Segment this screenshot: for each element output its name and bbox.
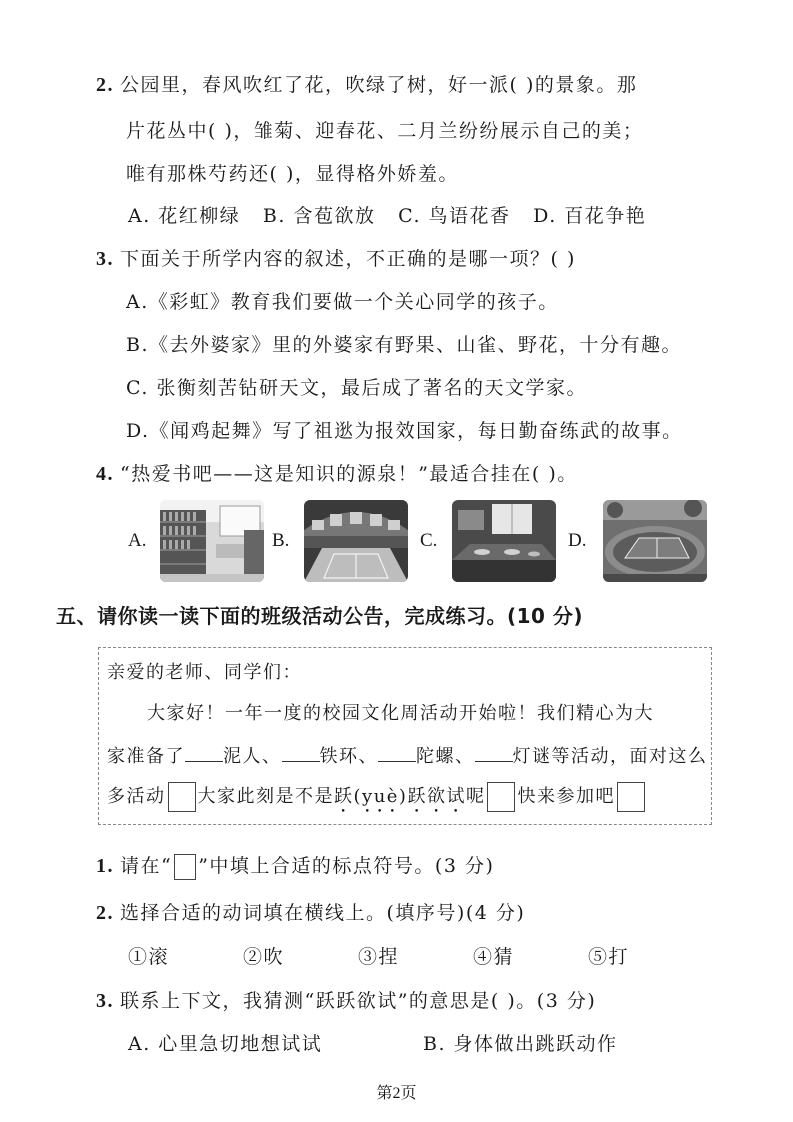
s5-q2-choice-4: ④猜: [473, 946, 515, 968]
notice-line2-part1: 家准备了: [107, 746, 185, 767]
q4-option-b-letter: B.: [272, 530, 290, 551]
q2-text-line3: 唯有那株芍药还( )，显得格外娇羞。: [126, 163, 459, 185]
notice-line3-part1: 多活动: [107, 786, 166, 807]
s5-q3-number: 3.: [96, 990, 114, 1012]
s5-q3-option-a: A. 心里急切地想试试: [128, 1033, 323, 1055]
s5-q1-line: [96, 851, 494, 880]
notice-line3-part4: 呢: [465, 786, 486, 807]
notice-line3: [107, 782, 647, 817]
notice-line2-part2: 泥人、: [223, 746, 282, 767]
notice-line3-emphasis: 跃(yuè)跃欲试: [334, 786, 466, 807]
sports-field-photo[interactable]: [603, 500, 707, 582]
s5-q2-choice-2: ②吹: [243, 946, 285, 968]
s5-q2-text: 选择合适的动词填在横线上。(填序号)(4 分): [120, 902, 526, 924]
notice-line3-part5: 快来参加吧: [517, 786, 615, 807]
notice-line2-part5: 灯谜等活动，面对这么: [512, 746, 708, 767]
q3-stem-line: [96, 244, 576, 271]
s5-q3-text: 联系上下文，我猜测“跃跃欲试”的意思是( )。(3 分): [120, 990, 597, 1012]
library-bookshelves-icon: [160, 500, 264, 582]
blank-3[interactable]: [378, 743, 416, 762]
notice-box: [98, 647, 712, 825]
s5-q1-number: 1.: [96, 855, 114, 877]
canteen-icon: [452, 500, 556, 582]
page-number: 第2页: [376, 1085, 417, 1102]
sports-field-icon: [603, 500, 707, 582]
blank-2[interactable]: [282, 743, 320, 762]
punctuation-box-example: [174, 854, 196, 880]
gymnasium-photo[interactable]: [304, 500, 408, 582]
s5-q3-line: [96, 986, 596, 1013]
punctuation-box-3[interactable]: [617, 782, 645, 812]
s5-q1-text-b: ”中填上合适的标点符号。(3 分): [198, 855, 495, 877]
notice-greeting: 亲爱的老师、同学们：: [107, 662, 302, 683]
s5-q2-number: 2.: [96, 902, 114, 924]
punctuation-box-1[interactable]: [168, 782, 196, 812]
q4-option-d-letter: D.: [568, 530, 587, 551]
s5-q2-choice-1: ①滚: [128, 946, 170, 968]
q4-number: 4.: [96, 463, 114, 485]
section5-title: 五、请你读一读下面的班级活动公告，完成练习。(10 分): [56, 604, 584, 628]
s5-q2-choice-5: ⑤打: [588, 946, 630, 968]
blank-4[interactable]: [475, 743, 513, 762]
s5-q2-choice-3: ③捏: [358, 946, 400, 968]
canteen-photo[interactable]: [452, 500, 556, 582]
q3-option-c: C. 张衡刻苦钻研天文，最后成了著名的天文学家。: [126, 377, 587, 399]
blank-1[interactable]: [185, 743, 223, 762]
q3-number: 3.: [96, 248, 114, 270]
gymnasium-icon: [304, 500, 408, 582]
q4-option-a-letter: A.: [128, 530, 147, 551]
s5-q2-line: [96, 898, 525, 925]
notice-line2: [107, 742, 708, 768]
q3-option-d: D.《闻鸡起舞》写了祖逖为报效国家，每日勤奋练武的故事。: [126, 420, 683, 442]
q3-option-a: A.《彩虹》教育我们要做一个关心同学的孩子。: [126, 291, 559, 313]
notice-line2-part4: 陀螺、: [416, 746, 475, 767]
punctuation-box-2[interactable]: [487, 782, 515, 812]
notice-line3-part2: 大家此刻是不是: [197, 786, 334, 807]
q3-option-b: B.《去外婆家》里的外婆家有野果、山雀、野花，十分有趣。: [126, 334, 683, 356]
notice-line2-part3: 铁环、: [319, 746, 378, 767]
q2-options: A. 花红柳绿 B. 含苞欲放 C. 鸟语花香 D. 百花争艳: [128, 205, 647, 227]
notice-line1: 大家好！一年一度的校园文化周活动开始啦！我们精心为大: [147, 703, 654, 724]
q4-option-c-letter: C.: [420, 530, 438, 551]
library-bookshelves-photo[interactable]: [160, 500, 264, 582]
q3-stem: 下面关于所学内容的叙述，不正确的是哪一项？( ): [120, 248, 576, 270]
q2-text-line2: 片花丛中( )，雏菊、迎春花、二月兰纷纷展示自己的美；: [126, 120, 644, 142]
q4-stem-line: [96, 459, 578, 486]
s5-q3-option-b: B. 身体做出跳跃动作: [423, 1033, 618, 1055]
q2-number: 2.: [96, 74, 114, 96]
s5-q1-text-a: 请在“: [120, 855, 173, 877]
q4-stem: “热爱书吧——这是知识的源泉！”最适合挂在( )。: [120, 463, 578, 485]
q2-text-line1: 公园里，春风吹红了花，吹绿了树，好一派( )的景象。那: [120, 74, 638, 96]
q2-line1: [96, 70, 637, 97]
